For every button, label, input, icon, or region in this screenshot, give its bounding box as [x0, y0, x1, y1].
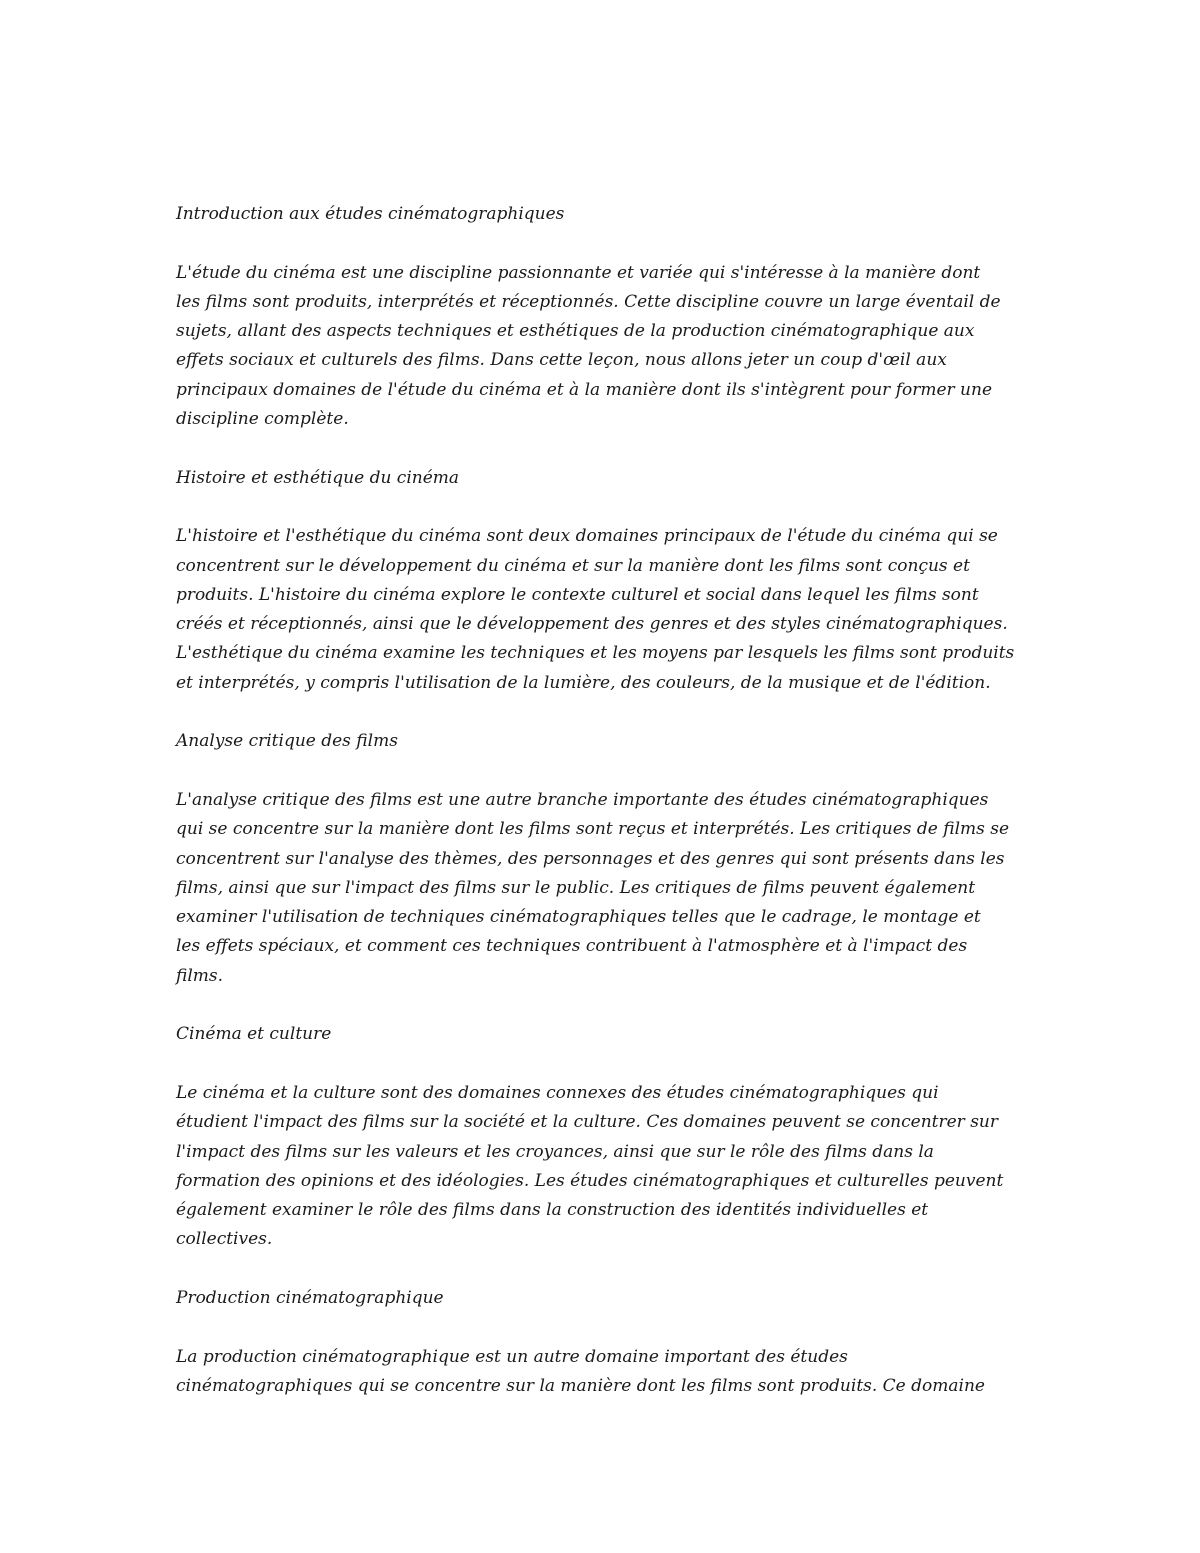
paragraph-line: les films sont produits, interprétés et réceptionnés. Cette discipline couvre un large éventail de — [176, 291, 1001, 312]
section-heading — [176, 1020, 1036, 1049]
paragraph-line: également examiner le rôle des films dans la construction des identités individuelles et — [176, 1200, 929, 1221]
paragraph-line: L'esthétique du cinéma examine les techniques et les moyens par lesquels les films sont produits — [176, 643, 1015, 664]
paragraph-line: formation des opinions et des idéologies. Les études cinématographiques et culturelles peuvent — [176, 1170, 1004, 1191]
body-paragraph — [176, 786, 1036, 991]
paragraph-line: produits. L'histoire du cinéma explore le contexte culturel et social dans lequel les films sont — [176, 584, 979, 605]
paragraph-line: et interprétés, y compris l'utilisation de la lumière, des couleurs, de la musique et de l'édition. — [176, 672, 991, 693]
paragraph-line: L'histoire et l'esthétique du cinéma sont deux domaines principaux de l'étude du cinéma qui se — [176, 526, 998, 547]
paragraph-line: concentrent sur l'analyse des thèmes, des personnages et des genres qui sont présents dans les — [176, 848, 1005, 869]
heading-line: Introduction aux études cinématographiques — [176, 204, 565, 224]
section-heading — [176, 464, 1036, 493]
section-heading — [176, 1284, 1036, 1313]
document-body — [176, 200, 1036, 1430]
heading-line: Histoire et esthétique du cinéma — [176, 467, 460, 488]
paragraph-line: principaux domaines de l'étude du cinéma et à la manière dont ils s'intègrent pour former une — [176, 379, 993, 400]
paragraph-line: cinématographiques qui se concentre sur la manière dont les films sont produits. Ce domaine — [176, 1375, 985, 1396]
paragraph-line: examiner l'utilisation de techniques cinématographiques telles que le cadrage, le montage et — [176, 907, 981, 928]
body-paragraph — [176, 522, 1036, 698]
paragraph-line: qui se concentre sur la manière dont les films sont reçus et interprétés. Les critiques de films se — [176, 819, 1010, 840]
paragraph-line: Le cinéma et la culture sont des domaines connexes des études cinématographiques qui — [176, 1082, 939, 1103]
paragraph-line: l'impact des films sur les valeurs et les croyances, ainsi que sur le rôle des films dans la — [176, 1141, 934, 1162]
paragraph-line: concentrent sur le développement du cinéma et sur la manière dont les films sont conçus et — [176, 555, 970, 576]
heading-line: Cinéma et culture — [176, 1024, 332, 1045]
paragraph-line: films. — [176, 965, 224, 986]
paragraph-line: discipline complète. — [176, 409, 349, 430]
paragraph-line: films, ainsi que sur l'impact des films sur le public. Les critiques de films peuvent également — [176, 877, 976, 898]
body-paragraph — [176, 259, 1036, 435]
section-heading — [176, 727, 1036, 756]
heading-line: Analyse critique des films — [176, 731, 398, 752]
paragraph-line: collectives. — [176, 1229, 273, 1250]
section-heading — [176, 200, 1036, 229]
paragraph-line: sujets, allant des aspects techniques et esthétiques de la production cinématographique aux — [176, 321, 975, 342]
paragraph-line: La production cinématographique est un autre domaine important des études — [176, 1346, 848, 1367]
heading-line: Production cinématographique — [176, 1287, 444, 1308]
paragraph-line: effets sociaux et culturels des films. Dans cette leçon, nous allons jeter un coup d'œil aux — [176, 350, 947, 371]
paragraph-line: L'analyse critique des films est une autre branche importante des études cinématographiques — [176, 789, 989, 810]
body-paragraph — [176, 1343, 1036, 1402]
paragraph-line: les effets spéciaux, et comment ces techniques contribuent à l'atmosphère et à l'impact des — [176, 936, 968, 957]
paragraph-line: L'étude du cinéma est une discipline passionnante et variée qui s'intéresse à la manière dont — [176, 262, 981, 283]
paragraph-line: étudient l'impact des films sur la société et la culture. Ces domaines peuvent se concentrer sur — [176, 1112, 999, 1133]
paragraph-line: créés et réceptionnés, ainsi que le développement des genres et des styles cinématographiques. — [176, 614, 1008, 635]
body-paragraph — [176, 1079, 1036, 1255]
